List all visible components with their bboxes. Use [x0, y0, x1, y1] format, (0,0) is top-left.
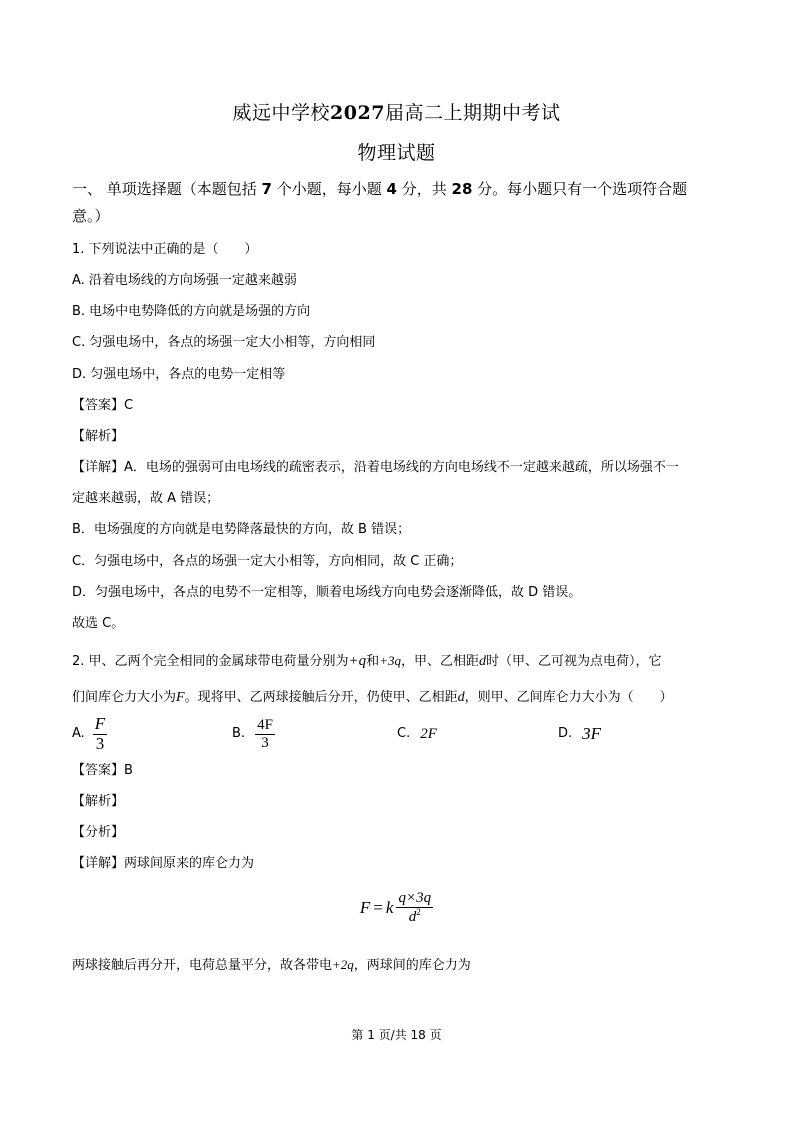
- fraction-numerator: F: [94, 713, 106, 733]
- charge-plus-q: +q: [348, 653, 367, 669]
- fraction-denominator: 3: [261, 734, 269, 751]
- page-number: 第 1 页/共 18 页: [351, 1028, 442, 1042]
- question-2-stem-part: 们间库仑力大小为: [72, 690, 177, 705]
- question-1-detail-line: 定越来越弱，故 A 错误；: [72, 491, 220, 506]
- question-2-stem-line1: [72, 652, 662, 671]
- question-1-analysis-label: 【解析】: [72, 429, 125, 444]
- after-contact-part: ，两球间的库仑力为: [353, 958, 471, 973]
- distance-d: d: [478, 654, 486, 669]
- after-contact-part: 两球接触后再分开，电荷总量平分，故各带电: [72, 958, 333, 973]
- question-2-stem-part: ，则甲、乙间库仑力大小为（ ）: [464, 690, 673, 705]
- section-heading: [72, 179, 687, 199]
- question-1-detail-line: 【详解】A．电场的强弱可由电场线的疏密表示，沿着电场线的方向电场线不一定越来越疏，所以场强不一: [72, 460, 679, 475]
- question-2-option-d: [558, 714, 601, 754]
- question-1-conclusion: 故选 C。: [72, 616, 125, 631]
- formula-den-base: d: [408, 908, 417, 925]
- question-1-option-c: C. 匀强电场中，各点的场强一定大小相等，方向相同: [72, 335, 376, 350]
- fraction-numerator: 4F: [257, 717, 273, 733]
- charge-plus-3q: +3q: [379, 653, 401, 668]
- option-label: D.: [558, 726, 573, 741]
- question-1-option-a: A. 沿着电场线的方向场强一定越来越弱: [72, 273, 297, 288]
- section-heading-part: 分，共: [396, 180, 452, 198]
- question-2-stem-part: 和: [366, 654, 380, 669]
- formula-numerator: q×3q: [398, 890, 432, 906]
- section-heading-part: 个小题，每小题: [271, 180, 387, 198]
- section-points-each: 4: [386, 180, 397, 198]
- option-b-fraction: [255, 717, 275, 751]
- option-label: A.: [72, 726, 85, 741]
- formula-constant: k: [385, 897, 394, 917]
- title-rest: 届高二上期期中考试: [384, 102, 561, 124]
- option-label: C.: [397, 726, 411, 741]
- formula-denominator: [396, 908, 433, 926]
- question-2-analysis-label: 【解析】: [72, 794, 125, 809]
- question-1-detail-line: B．电场强度的方向就是电势降落最快的方向，故 B 错误；: [72, 522, 411, 537]
- coulomb-formula: [0, 890, 793, 925]
- question-2-stem-part: 。现将甲、乙两球接触后分开，仍使甲、乙相距: [184, 690, 458, 705]
- title-year: 2027: [330, 102, 385, 124]
- section-heading-part: 一、 单项选择题（本题包括: [72, 180, 262, 198]
- formula-fraction: [396, 890, 433, 925]
- option-d-value: 3F: [582, 724, 602, 743]
- formula-den-exponent: 2: [416, 906, 421, 917]
- question-1-detail-line: D．匀强电场中，各点的电势不一定相等，顺着电场线方向电势会逐渐降低，故 D 错误。: [72, 585, 582, 600]
- section-heading-part: 分。每小题只有一个选项符合题: [472, 180, 688, 198]
- question-2-stem-part: 2. 甲、乙两个完全相同的金属球带电荷量分别为: [72, 654, 349, 669]
- question-1-stem: 1. 下列说法中正确的是（ ）: [72, 242, 258, 257]
- page-title: [0, 98, 793, 125]
- option-label: B.: [232, 726, 246, 741]
- question-2-option-b: [232, 714, 275, 754]
- question-1-option-d: D. 匀强电场中，各点的电势一定相等: [72, 367, 286, 382]
- question-2-stem-part: ，甲、乙相距: [400, 654, 479, 669]
- force-f: F: [176, 690, 185, 705]
- fraction-denominator: 3: [95, 733, 105, 753]
- question-1-option-b: B. 电场中电势降低的方向就是场强的方向: [72, 304, 311, 319]
- question-2-stem-line2: [72, 689, 673, 707]
- formula-lhs: F: [359, 897, 371, 917]
- option-c-value: 2F: [420, 726, 437, 742]
- section-question-count: 7: [261, 180, 272, 198]
- section-points-total: 28: [451, 180, 473, 198]
- title-school: 威远中学校: [232, 102, 331, 124]
- formula-equals: =: [373, 897, 383, 917]
- page-subtitle: 物理试题: [357, 142, 436, 164]
- charge-plus-2q: +2q: [332, 957, 354, 972]
- question-2-after-contact: [72, 956, 471, 975]
- question-2-option-c: [397, 714, 437, 754]
- question-2-detail-intro: 【详解】两球间原来的库仑力为: [72, 856, 255, 871]
- option-a-fraction: [93, 715, 107, 753]
- question-1-detail-line: C．匀强电场中，各点的场强一定大小相等，方向相同，故 C 正确；: [72, 554, 463, 569]
- question-2-fenxi-label: 【分析】: [72, 825, 125, 840]
- distance-d: d: [457, 690, 465, 705]
- section-heading-cont: 意。）: [72, 207, 110, 225]
- question-2-option-a: [72, 714, 107, 754]
- question-1-answer: 【答案】C: [72, 398, 134, 413]
- question-2-stem-part: 时（甲、乙可视为点电荷），它: [485, 654, 662, 669]
- question-2-answer: 【答案】B: [72, 763, 133, 778]
